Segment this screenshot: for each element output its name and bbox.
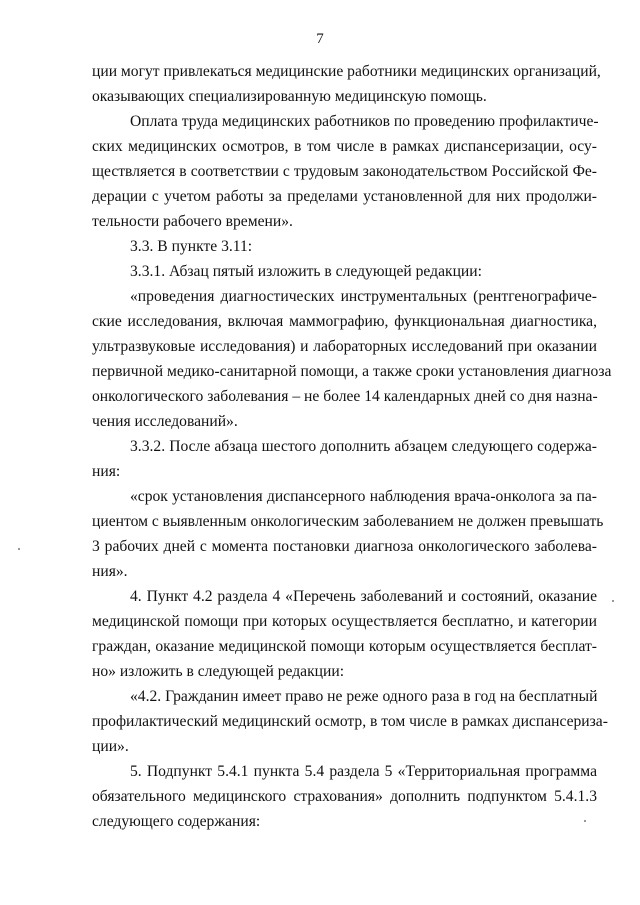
scan-speck [612,600,614,602]
text-line: ские исследования, включая маммографию, функциональная диагностика, [92,313,597,330]
text-line: профилактический медицинский осмотр, в том числе в рамках диспансериза- [92,713,608,730]
text-line: следующего содержания: [92,813,261,830]
text-line: обязательного медицинского страхования» дополнить подпунктом 5.4.1.3 [92,788,597,805]
text-line: циентом с выявленным онкологическим заболеванием не должен превышать [92,513,604,530]
text-line: «4.2. Гражданин имеет право не реже одного раза в год на бесплатный [130,688,598,705]
text-line: 4. Пункт 4.2 раздела 4 «Перечень заболеваний и состояний, оказание [130,588,597,605]
text-line: первичной медико-санитарной помощи, а также сроки установления диагноза [92,363,612,380]
text-line: но» изложить в следующей редакции: [92,663,345,680]
scan-speck [18,548,20,550]
text-line: онкологического заболевания – не более 14 календарных дней со дня назна- [92,388,598,405]
text-line: «проведения диагностических инструментальных (рентгенографиче- [130,288,597,305]
text-line: ществляется в соответствии с трудовым законодательством Российской Фе- [92,163,597,180]
text-line: граждан, оказание медицинской помощи которым осуществляется бесплат- [92,638,597,655]
text-line: «срок установления диспансерного наблюдения врача-онколога за па- [130,488,597,505]
text-line: 3.3. В пункте 3.11: [130,238,253,255]
text-line: ния: [92,463,121,480]
scan-speck [584,820,586,822]
page-number: 7 [316,31,324,47]
text-line: ции могут привлекаться медицинские работники медицинских организаций, [92,63,601,80]
text-line: ультразвуковые исследования) и лабораторных исследований при оказании [92,338,597,355]
text-line: чения исследований». [92,413,238,430]
text-line: ских медицинских осмотров, в том числе в рамках диспансеризации, осу- [92,138,597,155]
text-line: ния». [92,563,128,580]
text-line: 3.3.2. После абзаца шестого дополнить абзацем следующего содержа- [130,438,597,455]
text-line: медицинской помощи при которых осуществляется бесплатно, и категории [92,613,597,630]
text-line: оказывающих специализированную медицинскую помощь. [92,88,487,105]
text-line: ции». [92,738,129,755]
text-line: 3.3.1. Абзац пятый изложить в следующей редакции: [130,263,482,280]
text-line: Оплата труда медицинских работников по проведению профилактиче- [130,113,599,130]
text-line: тельности рабочего времени». [92,213,293,230]
text-line: 3 рабочих дней с момента постановки диагноза онкологического заболева- [92,538,597,555]
text-line: 5. Подпункт 5.4.1 пункта 5.4 раздела 5 «Территориальная программа [130,763,597,780]
text-line: дерации с учетом работы за пределами установленной для них продолжи- [92,188,597,205]
